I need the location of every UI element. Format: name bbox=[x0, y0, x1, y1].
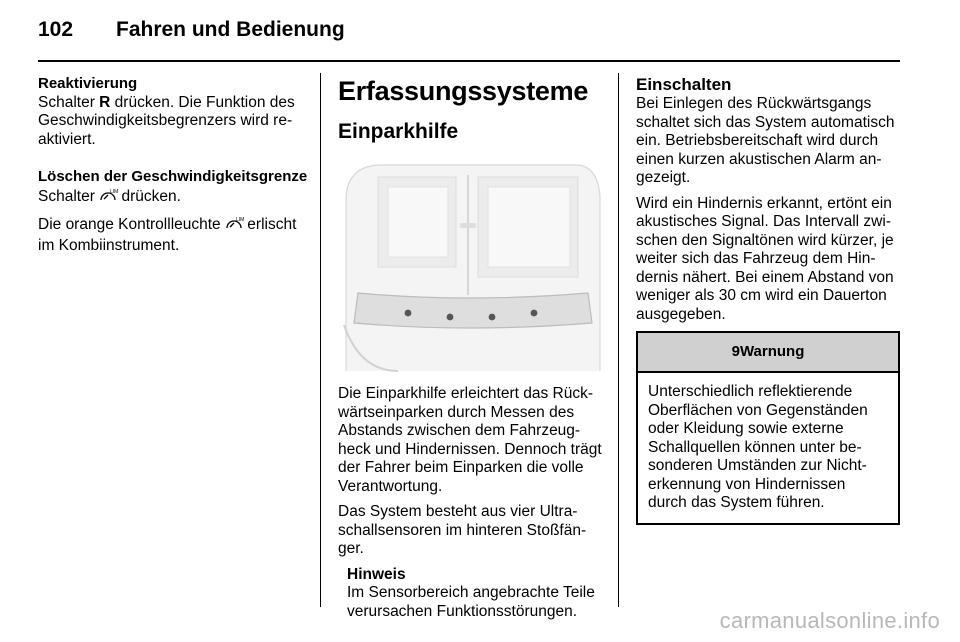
reactivate-text bbox=[38, 94, 308, 150]
delete-text-pre: Schalter bbox=[38, 187, 100, 205]
svg-text:LIM: LIM bbox=[235, 217, 245, 223]
vehicle-rear-illustration bbox=[338, 157, 602, 371]
column-right bbox=[636, 75, 902, 525]
parking-aid-text-1: Die Einparkhilfe erleichtert das Rück-wärtseinparken durch Messen des Abstands zwischen dem Fahrzeug-heck und Hindernissen. Dennoch trägt der Fahrer beim Einparken die volle Verantwortung. bbox=[338, 385, 602, 495]
section-subtitle: Einparkhilfe bbox=[338, 120, 459, 143]
warning-text: Unterschiedlich reflektierende Oberflächen von Gegenständen oder Kleidung sowie externe Schallquellen können unter be-sonderen Umständen zur Nicht-erkennung von Hindernissen durch das System führen. bbox=[648, 383, 868, 511]
note-box bbox=[347, 566, 606, 622]
note-text: Im Sensorbereich angebrachte Teile verursachen Funktionsstörungen. bbox=[347, 584, 595, 620]
warning-box bbox=[636, 331, 900, 525]
switch-on-text-2: Wird ein Hindernis erkannt, ertönt ein akustisches Signal. Das Intervall zwi-schen den Signaltönen wird kürzer, je weiter sich das Fahrzeug dem Hin-dernis nähert. Bei einem Abstand von weniger als 30 cm wird ein Dauerton ausgegeben. bbox=[636, 194, 894, 323]
warning-header bbox=[638, 333, 898, 373]
svg-text:LIM: LIM bbox=[110, 188, 119, 195]
warning-symbol: 9 bbox=[731, 342, 740, 360]
lamp-text-post: erlischt im Kombiinstrument. bbox=[38, 216, 297, 254]
page-title: Fahren und Bedienung bbox=[116, 18, 345, 41]
watermark: carmanualsonline.info bbox=[719, 608, 940, 633]
delete-text-post: drücken. bbox=[117, 187, 181, 205]
switch-on-heading: Einschalten bbox=[636, 75, 732, 94]
switch-on-text-1: Bei Einlegen des Rückwärtsgangs schaltet sich das System automatisch ein. Betriebsbereitschaft wird durch einen kurzen akustischen Alarm an-gezeigt. bbox=[636, 95, 895, 186]
section-title: Erfassungssysteme bbox=[338, 76, 589, 106]
delete-text bbox=[38, 187, 308, 209]
reactivate-text-pre: Schalter bbox=[38, 93, 100, 111]
lamp-text bbox=[38, 215, 308, 255]
lamp-text-pre: Die orange Kontrollleuchte bbox=[38, 216, 225, 233]
reactivate-heading: Reaktivierung bbox=[38, 75, 138, 92]
speed-limiter-icon bbox=[225, 215, 243, 237]
header-rule bbox=[38, 60, 900, 62]
page-number: 102 bbox=[38, 18, 74, 41]
column-left bbox=[38, 75, 308, 262]
parking-aid-text-2: Das System besteht aus vier Ultra-schallsensoren im hinteren Stoßfän-ger. bbox=[338, 503, 587, 557]
speed-limiter-icon bbox=[99, 187, 117, 209]
delete-heading: Löschen der Geschwindigkeitsgrenze bbox=[38, 168, 308, 185]
warning-title: Warnung bbox=[739, 342, 805, 360]
key-r: R bbox=[99, 93, 111, 111]
reactivate-text-post: drücken. Die Funktion des Geschwindigkeitsbegrenzers wird re-aktiviert. bbox=[38, 93, 295, 148]
column-middle bbox=[338, 75, 606, 621]
column-divider-1 bbox=[320, 73, 321, 607]
column-divider-2 bbox=[618, 73, 619, 607]
note-title: Hinweis bbox=[347, 565, 406, 583]
